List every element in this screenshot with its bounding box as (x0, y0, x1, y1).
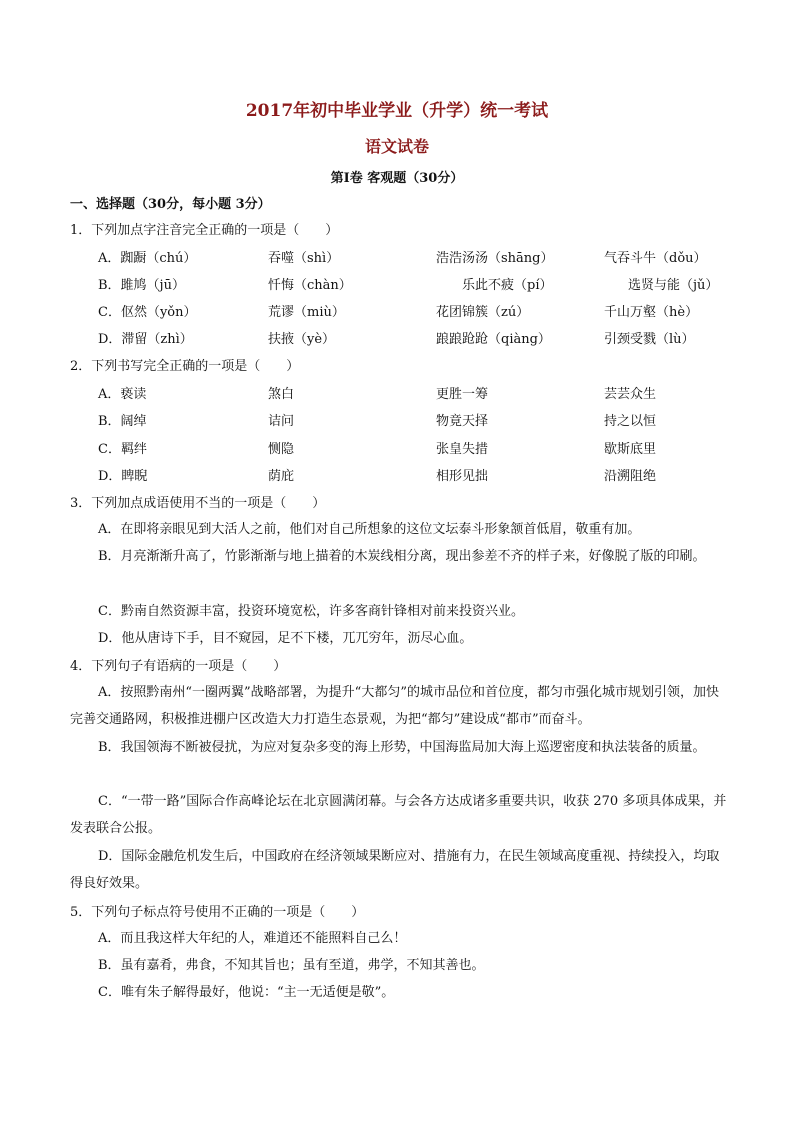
q2-option-a-4: 芸芸众生 (604, 387, 657, 402)
q5-option-c: C．唯有朱子解得最好，他说：“主一无适便是敬”。 (98, 985, 395, 1000)
q2-option-c-3: 张皇失措 (436, 442, 489, 457)
q5-option-a: A．而且我这样大年纪的人，难道还不能照料自己么！ (98, 931, 407, 946)
q1-option-b-2: 忏悔（chàn） (268, 278, 352, 293)
question-1-stem: 1．下列加点字注音完全正确的一项是（ ） (70, 223, 339, 238)
q3-option-d: D．他从唐诗下手，目不窥园，足不下楼，兀兀穷年，沥尽心血。 (98, 631, 473, 646)
q2-option-d-2: 荫庇 (268, 469, 295, 484)
q1-option-b-1: B．雎鸠（jū） (98, 278, 185, 293)
q2-option-b-1: B．阔绰 (98, 414, 147, 429)
q3-option-c: C．黔南自然资源丰富，投资环境宽松，许多客商针锋相对前来投资兴业。 (98, 604, 524, 619)
q2-option-c-4: 歇斯底里 (604, 442, 657, 457)
q1-option-c-4: 千山万壑（hè） (604, 305, 699, 320)
q2-option-b-3: 物竟天择 (436, 414, 489, 429)
q1-option-d-1: D．滞留（zhì） (98, 332, 193, 347)
q1-option-b-4: 选贤与能（jǔ） (628, 278, 719, 293)
q2-option-d-4: 沿溯阻绝 (604, 469, 657, 484)
part-heading: 第Ⅰ卷 客观题（30分） (330, 171, 464, 186)
q1-option-c-2: 荒谬（miù） (268, 305, 345, 320)
q2-option-d-3: 相形见拙 (436, 469, 489, 484)
question-3-stem: 3．下列加点成语使用不当的一项是（ ） (70, 496, 326, 511)
q1-option-d-3: 踉踉跄跄（qiàng） (436, 332, 551, 347)
q1-option-a-3: 浩浩汤汤（shāng） (436, 251, 554, 266)
question-4-stem: 4．下列句子有语病的一项是（ ） (70, 659, 287, 674)
q1-option-a-2: 吞噬（shì） (268, 251, 340, 266)
q1-option-c-3: 花团锦簇（zú） (436, 305, 530, 320)
q2-option-d-1: D．睥睨 (98, 469, 148, 484)
q2-option-b-2: 诘问 (268, 414, 295, 429)
q3-option-a: A．在即将亲眼见到大活人之前，他们对自己所想象的这位文坛泰斗形象颔首低眉，敬重有加。 (98, 522, 641, 537)
q1-option-b-3: 乐此不疲（pí） (462, 278, 553, 293)
q3-option-b: B．月亮渐渐升高了，竹影渐渐与地上描着的木炭线相分离，现出参差不齐的样子来，好像脱了版的印刷。 (98, 549, 706, 564)
q1-option-c-1: C．伛然（yǒn） (98, 305, 197, 320)
question-2-stem: 2．下列书写完全正确的一项是（ ） (70, 359, 300, 374)
question-5-stem: 5．下列句子标点符号使用不正确的一项是（ ） (70, 905, 365, 920)
q2-option-c-2: 恻隐 (268, 442, 295, 457)
q2-option-c-1: C．羁绊 (98, 442, 147, 457)
q4-option-b: B．我国领海不断被侵扰，为应对复杂多变的海上形势，中国海监局加大海上巡逻密度和执法装备的质量。 (98, 740, 706, 755)
q2-option-a-3: 更胜一筹 (436, 387, 489, 402)
q1-option-d-2: 扶掖（yè） (268, 332, 336, 347)
q2-option-a-2: 煞白 (268, 387, 295, 402)
q4-option-a: A．按照黔南州“一圈两翼”战略部署，为提升“大都匀”的城市品位和首位度，都匀市强化城市规划引领，加快完善交通路网，积极推进棚户区改造大力打造生态景观，为把“都匀”建设成“都市”而奋斗。 (70, 685, 719, 727)
exam-title: 2017年初中毕业学业（升学）统一考试 (245, 101, 549, 121)
q4-option-d: D．国际金融危机发生后，中国政府在经济领域果断应对、措施有力，在民生领域高度重视、持续投入，均取得良好效果。 (70, 849, 720, 891)
q1-option-a-4: 气吞斗牛（dǒu） (604, 251, 707, 266)
q2-option-b-4: 持之以恒 (604, 414, 657, 429)
exam-subtitle: 语文试卷 (364, 137, 429, 156)
q4-option-c: C．“一带一路”国际合作高峰论坛在北京圆满闭幕。与会各方达成诸多重要共识，收获 270 多项具体成果，并发表联合公报。 (70, 794, 727, 836)
section-heading: 一、选择题（30分，每小题 3分） (70, 197, 271, 212)
q5-option-b: B．虽有嘉肴，弗食，不知其旨也；虽有至道，弗学，不知其善也。 (98, 958, 485, 973)
q1-option-d-4: 引颈受戮（lù） (604, 332, 695, 347)
q1-option-a-1: A．踟蹰（chú） (98, 251, 197, 266)
q2-option-a-1: A．亵读 (98, 387, 147, 402)
